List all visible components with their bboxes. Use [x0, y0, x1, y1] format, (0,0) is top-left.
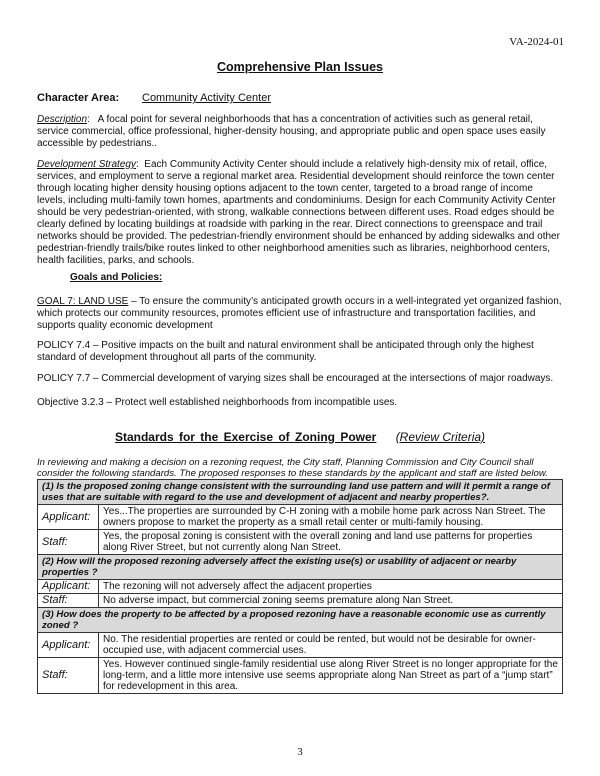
- standards-title: Standards for the Exercise of Zoning Power: [114, 430, 377, 444]
- development-strategy-label: Development Strategy: [37, 159, 136, 170]
- applicant-label: Applicant:: [38, 580, 99, 594]
- table-row: [38, 555, 563, 580]
- description-paragraph: Description: A focal point for several neighborhoods that has a concentration of activities such as general retail, service commercial, office professional, higher-density housing, and appropriate public and open space uses easily accessible by pedestrians..: [37, 114, 546, 149]
- review-criteria-table: [37, 479, 563, 694]
- criterion-question: (1) Is the proposed zoning change consistent with the surrounding land use pattern and will it permit a range of uses that are suitable with regard to the use and development of adjacent and nearby properties?.: [38, 480, 563, 505]
- applicant-label: Applicant:: [38, 633, 99, 658]
- goal-7-label: GOAL 7: LAND USE: [37, 296, 129, 307]
- standards-heading: [0, 430, 600, 444]
- standards-subtitle: (Review Criteria): [395, 430, 486, 444]
- character-area: Character Area: Community Activity Center: [37, 92, 271, 104]
- table-row: [38, 658, 563, 694]
- applicant-response: The rezoning will not adversely affect the adjacent properties: [99, 580, 563, 594]
- character-area-label: Character Area: [37, 92, 116, 104]
- description-text: A focal point for several neighborhoods that has a concentration of activities such as general retail, service commercial, office professional, higher-density housing, and appropriate public and open space uses easily accessible by pedestrians..: [37, 114, 546, 149]
- document-id: VA-2024-01: [509, 36, 564, 48]
- goal-7-paragraph: [37, 296, 563, 332]
- applicant-response: Yes...The properties are surrounded by C-H zoning with a mobile home park across Nan Street. The owners propose to market the property as a small retail center or multi-family housing.: [99, 505, 563, 530]
- objective-3-2-3: Objective 3.2.3 – Protect well established neighborhoods from incompatible uses.: [37, 397, 398, 408]
- goals-heading: Goals and Policies:: [70, 272, 163, 283]
- criterion-question: (3) How does the property to be affected by a proposed rezoning have a reasonable economic use as currently zoned ?: [38, 608, 563, 633]
- staff-response: No adverse impact, but commercial zoning seems premature along Nan Street.: [99, 594, 563, 608]
- development-strategy-text: Each Community Activity Center should include a relatively high-density mix of retail, office, services, and employment to serve a regional market area. Residential development should reinforce the town center through locating higher density housing options adjacent to the town center, targeted to a broad range of income levels, including multi-family town homes, apartments and condominiums. Design for each Community Activity Center should be very pedestrian-oriented, with strong, walkable connections between different uses. Road edges should be clearly defined by locating buildings at roadside with parking in the rear. Direct connections to greenspace and trail networks should be provided. The pedestrian-friendly environment should be enhanced by adding sidewalks and other pedestrian-friendly trails/bike routes linked to other neighborhood amenities such as libraries, neighborhood centers, health facilities, parks, and schools.: [37, 159, 560, 266]
- table-row: [38, 633, 563, 658]
- table-row: [38, 580, 563, 594]
- page-number: 3: [297, 746, 303, 758]
- development-strategy-paragraph: Development Strategy: Each Community Activity Center should include a relatively high-density mix of retail, office, services, and employment to serve a regional market area. Residential development should reinforce the town center through locating higher density housing options adjacent to the town center, targeted to a broad range of income levels, including multi-family town homes, apartments and condominiums. Design for each Community Activity Center should be very pedestrian-oriented, with strong, walkable connections between different uses. Road edges should be clearly defined by locating buildings at roadside with parking in the rear. Direct connections to greenspace and trail networks should be provided. The pedestrian-friendly environment should be enhanced by adding sidewalks and other pedestrian-friendly trails/bike routes linked to other neighborhood amenities such as libraries, neighborhood centers, health facilities, parks, and schools.: [37, 159, 560, 266]
- goal-7-text: – To ensure the community’s anticipated growth occurs in a well-integrated yet organized fashion, which protects our community resources, promotes efficient use of infrastructure and transportation facilities, and supports quality economic development: [37, 296, 562, 331]
- policy-7-4: POLICY 7.4 – Positive impacts on the built and natural environment shall be anticipated through only the highest standard of development throughout all parts of the community.: [37, 340, 534, 363]
- standards-intro: In reviewing and making a decision on a rezoning request, the City staff, Planning Commission and City Council shall consider the following standards. The proposed responses to these standards by the applicant and staff are listed below.: [37, 457, 548, 479]
- table-row: [38, 530, 563, 555]
- staff-label: Staff:: [38, 658, 99, 694]
- policy-7-7: POLICY 7.7 – Commercial development of varying sizes shall be encouraged at the intersections of major roadways.: [37, 373, 554, 384]
- page-title: Comprehensive Plan Issues: [216, 60, 384, 74]
- applicant-response: No. The residential properties are rented or could be rented, but would not be desirable for owner-occupied use, with adjacent commercial uses.: [99, 633, 563, 658]
- description-label: Description: [37, 114, 88, 125]
- criterion-question: (2) How will the proposed rezoning adversely affect the existing use(s) or usability of adjacent or nearby properties ?: [38, 555, 563, 580]
- table-row: [38, 480, 563, 505]
- applicant-label: Applicant:: [38, 505, 99, 530]
- character-area-value: Community Activity Center: [142, 92, 271, 104]
- staff-response: Yes. However continued single-family residential use along River Street is no longer appropriate for the long-term, and a little more intensive use seems appropriate along Nan Street as part of a “jump start” for redevelopment in this area.: [99, 658, 563, 694]
- table-row: [38, 594, 563, 608]
- staff-response: Yes, the proposal zoning is consistent with the overall zoning and land use patterns for properties along River Street, but not currently along Nan Street.: [99, 530, 563, 555]
- table-row: [38, 608, 563, 633]
- table-row: [38, 505, 563, 530]
- staff-label: Staff:: [38, 594, 99, 608]
- staff-label: Staff:: [38, 530, 99, 555]
